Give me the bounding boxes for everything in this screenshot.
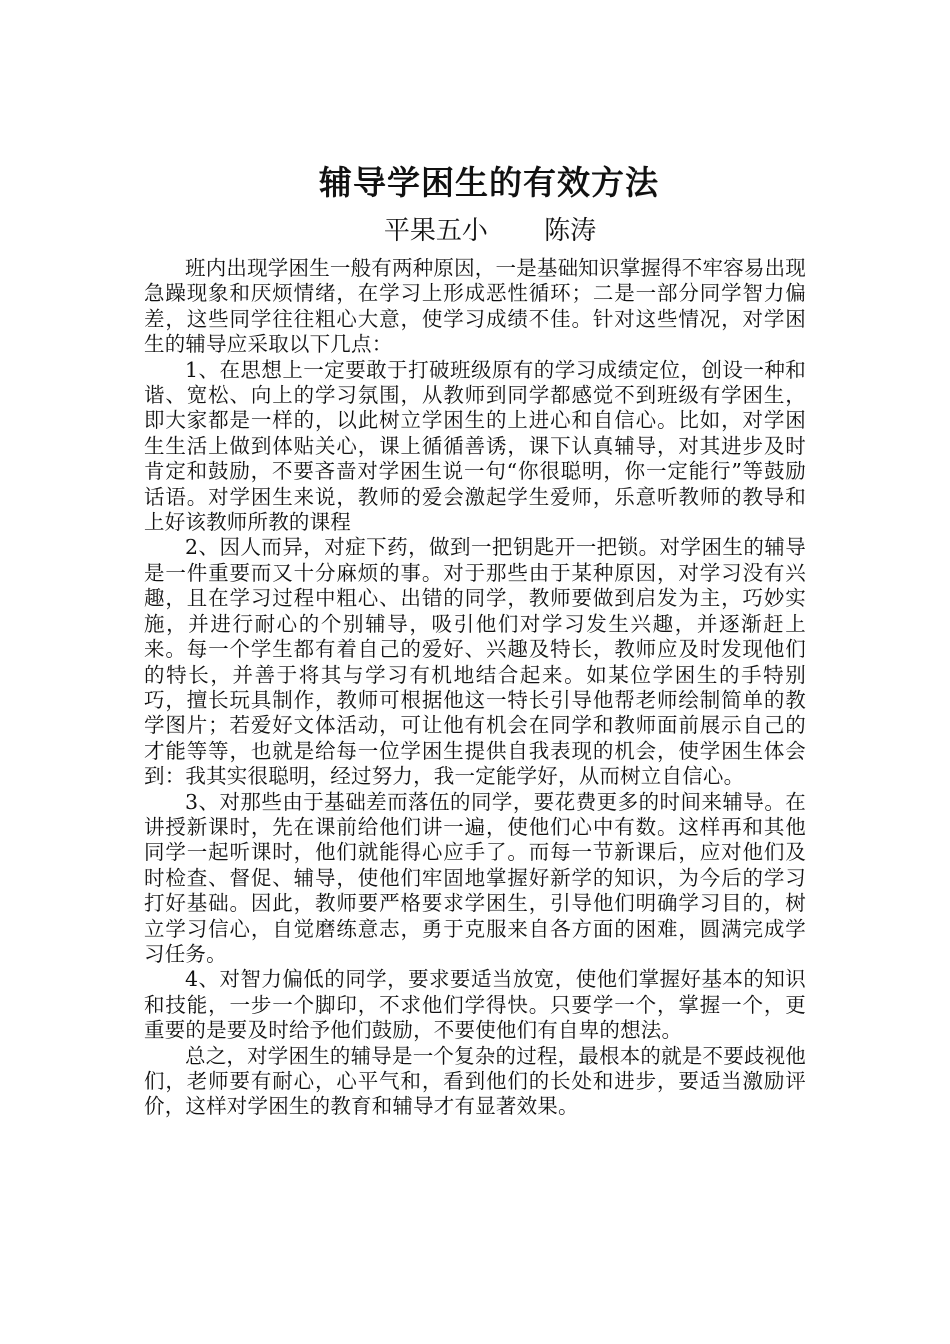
paragraph-point-2: 2、因人而异，对症下药，做到一把钥匙开一把锁。对学困生的辅导是一件重要而又十分麻烦的事。对于那些由于某种原因，对学习没有兴趣，且在学习过程中粗心、出错的同学，教师要做到启发为主，巧妙实施，并进行耐心的个别辅导，吸引他们对学习发生兴趣，并逐渐赶上来。每一个学生都有着自己的爱好、兴趣及特长，教师应及时发现他们的特长，并善于将其与学习有机地结合起来。如某位学困生的手特别巧，擅长玩具制作，教师可根据他这一特长引导他帮老师绘制简单的教学图片；若爱好文体活动，可让他有机会在同学和教师面前展示自己的才能等等，也就是给每一位学困生提供自我表现的机会，使学困生体会到：我其实很聪明，经过努力，我一定能学好，从而树立自信心。 — [144, 535, 806, 789]
paragraph-intro: 班内出现学困生一般有两种原因，一是基础知识掌握得不牢容易出现急躁现象和厌烦情绪，在学习上形成恶性循环；二是一部分同学智力偏差，这些同学往往粗心大意，使学习成绩不佳。针对这些情况，对学困生的辅导应采取以下几点： — [144, 256, 806, 357]
byline — [144, 208, 806, 254]
document-page — [144, 158, 806, 1120]
document-title: 辅导学困生的有效方法 — [319, 163, 659, 202]
paragraph-point-1: 1、在思想上一定要敢于打破班级原有的学习成绩定位，创设一种和谐、宽松、向上的学习氛围，从教师到同学都感觉不到班级有学困生，即大家都是一样的，以此树立学困生的上进心和自信心。比如，对学困生生活上做到体贴关心，课上循循善诱，课下认真辅导，对其进步及时肯定和鼓励，不要吝啬对学困生说一句“你很聪明，你一定能行”等鼓励话语。对学困生来说，教师的爱会激起学生爱师，乐意听教师的教导和上好该教师所教的课程 — [144, 357, 806, 535]
paragraph-conclusion: 总之，对学困生的辅导是一个复杂的过程，最根本的就是不要歧视他们，老师要有耐心，心平气和，看到他们的长处和进步，要适当激励评价，这样对学困生的教育和辅导才有显著效果。 — [144, 1043, 806, 1119]
paragraph-point-4: 4、对智力偏低的同学，要求要适当放宽，使他们掌握好基本的知识和技能，一步一个脚印，不求他们学得快。只要学一个，掌握一个，更重要的是要及时给予他们鼓励，不要使他们有自卑的想法。 — [144, 967, 806, 1043]
paragraph-point-3: 3、对那些由于基础差而落伍的同学，要花费更多的时间来辅导。在讲授新课时，先在课前给他们讲一遍，使他们心中有数。这样再和其他同学一起听课时，他们就能得心应手了。而每一节新课后，应对他们及时检查、督促、辅导，使他们牢固地掌握好新学的知识，为今后的学习打好基础。因此，教师要严格要求学困生，引导他们明确学习目的，树立学习信心，自觉磨练意志，勇于克服来自各方面的困难，圆满完成学习任务。 — [144, 789, 806, 966]
byline-school: 平果五小 — [383, 216, 488, 246]
byline-author: 陈涛 — [544, 216, 597, 246]
